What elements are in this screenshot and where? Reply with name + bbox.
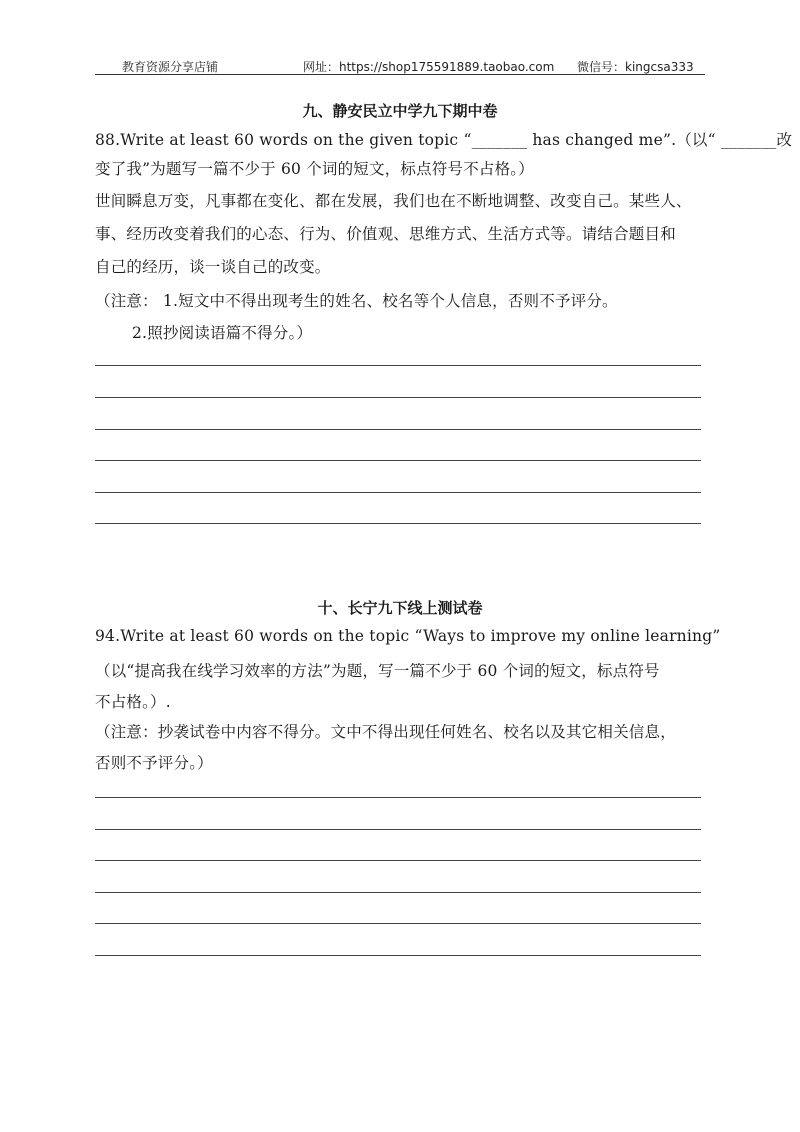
section-title-1: 九、静安民立中学九下期中卷 xyxy=(302,102,498,120)
prompt-2-line-1: 94.Write at least 60 words on the topic “Ways to improve my online learning” xyxy=(95,627,721,645)
answer-line xyxy=(95,923,701,924)
prompt-1-line-2: 变了我”为题写一篇不少于 60 个词的短文，标点符号不占格。） xyxy=(95,160,534,178)
section-title-2: 十、长宁九下线上测试卷 xyxy=(317,599,483,617)
prompt-1-note-1: （注意： 1.短文中不得出现考生的姓名、校名等个人信息，否则不予评分。 xyxy=(95,292,618,310)
wechat-id: 微信号：kingcsa333 xyxy=(577,60,694,74)
answer-line xyxy=(95,860,701,861)
answer-line xyxy=(95,397,701,398)
prompt-1-line-3: 世间瞬息万变，凡事都在变化、都在发展，我们也在不断地调整、改变自己。某些人、 xyxy=(95,192,692,210)
answer-line xyxy=(95,797,701,798)
answer-line xyxy=(95,492,701,493)
answer-line xyxy=(95,460,701,461)
prompt-2-note-1: （注意：抄袭试卷中内容不得分。文中不得出现任何姓名、校名以及其它相关信息， xyxy=(95,723,676,741)
answer-line xyxy=(95,523,701,524)
prompt-1-line-5: 自己的经历，谈一谈自己的改变。 xyxy=(95,258,331,276)
answer-line xyxy=(95,365,701,366)
prompt-2-line-3: 不占格。）. xyxy=(95,693,171,711)
shop-url: 网址：https://shop175591889.taobao.com xyxy=(303,60,555,74)
page-header xyxy=(95,58,705,74)
prompt-1-line-4: 事、经历改变着我们的心态、行为、价值观、思维方式、生活方式等。请结合题目和 xyxy=(95,225,676,243)
header-divider xyxy=(95,74,705,75)
shop-name: 教育资源分享店铺 xyxy=(122,60,219,74)
prompt-2-line-2: （以“提高我在线学习效率的方法”为题，写一篇不少于 60 个词的短文，标点符号 xyxy=(95,662,660,680)
prompt-1-line-1: 88.Write at least 60 words on the given topic “_______ has changed me”.（以“ _______改 xyxy=(95,131,793,149)
answer-line xyxy=(95,955,701,956)
answer-line xyxy=(95,892,701,893)
answer-line xyxy=(95,429,701,430)
prompt-2-note-2: 否则不予评分。） xyxy=(95,754,213,772)
answer-line xyxy=(95,829,701,830)
prompt-1-note-2: 2.照抄阅读语篇不得分。） xyxy=(132,324,313,342)
